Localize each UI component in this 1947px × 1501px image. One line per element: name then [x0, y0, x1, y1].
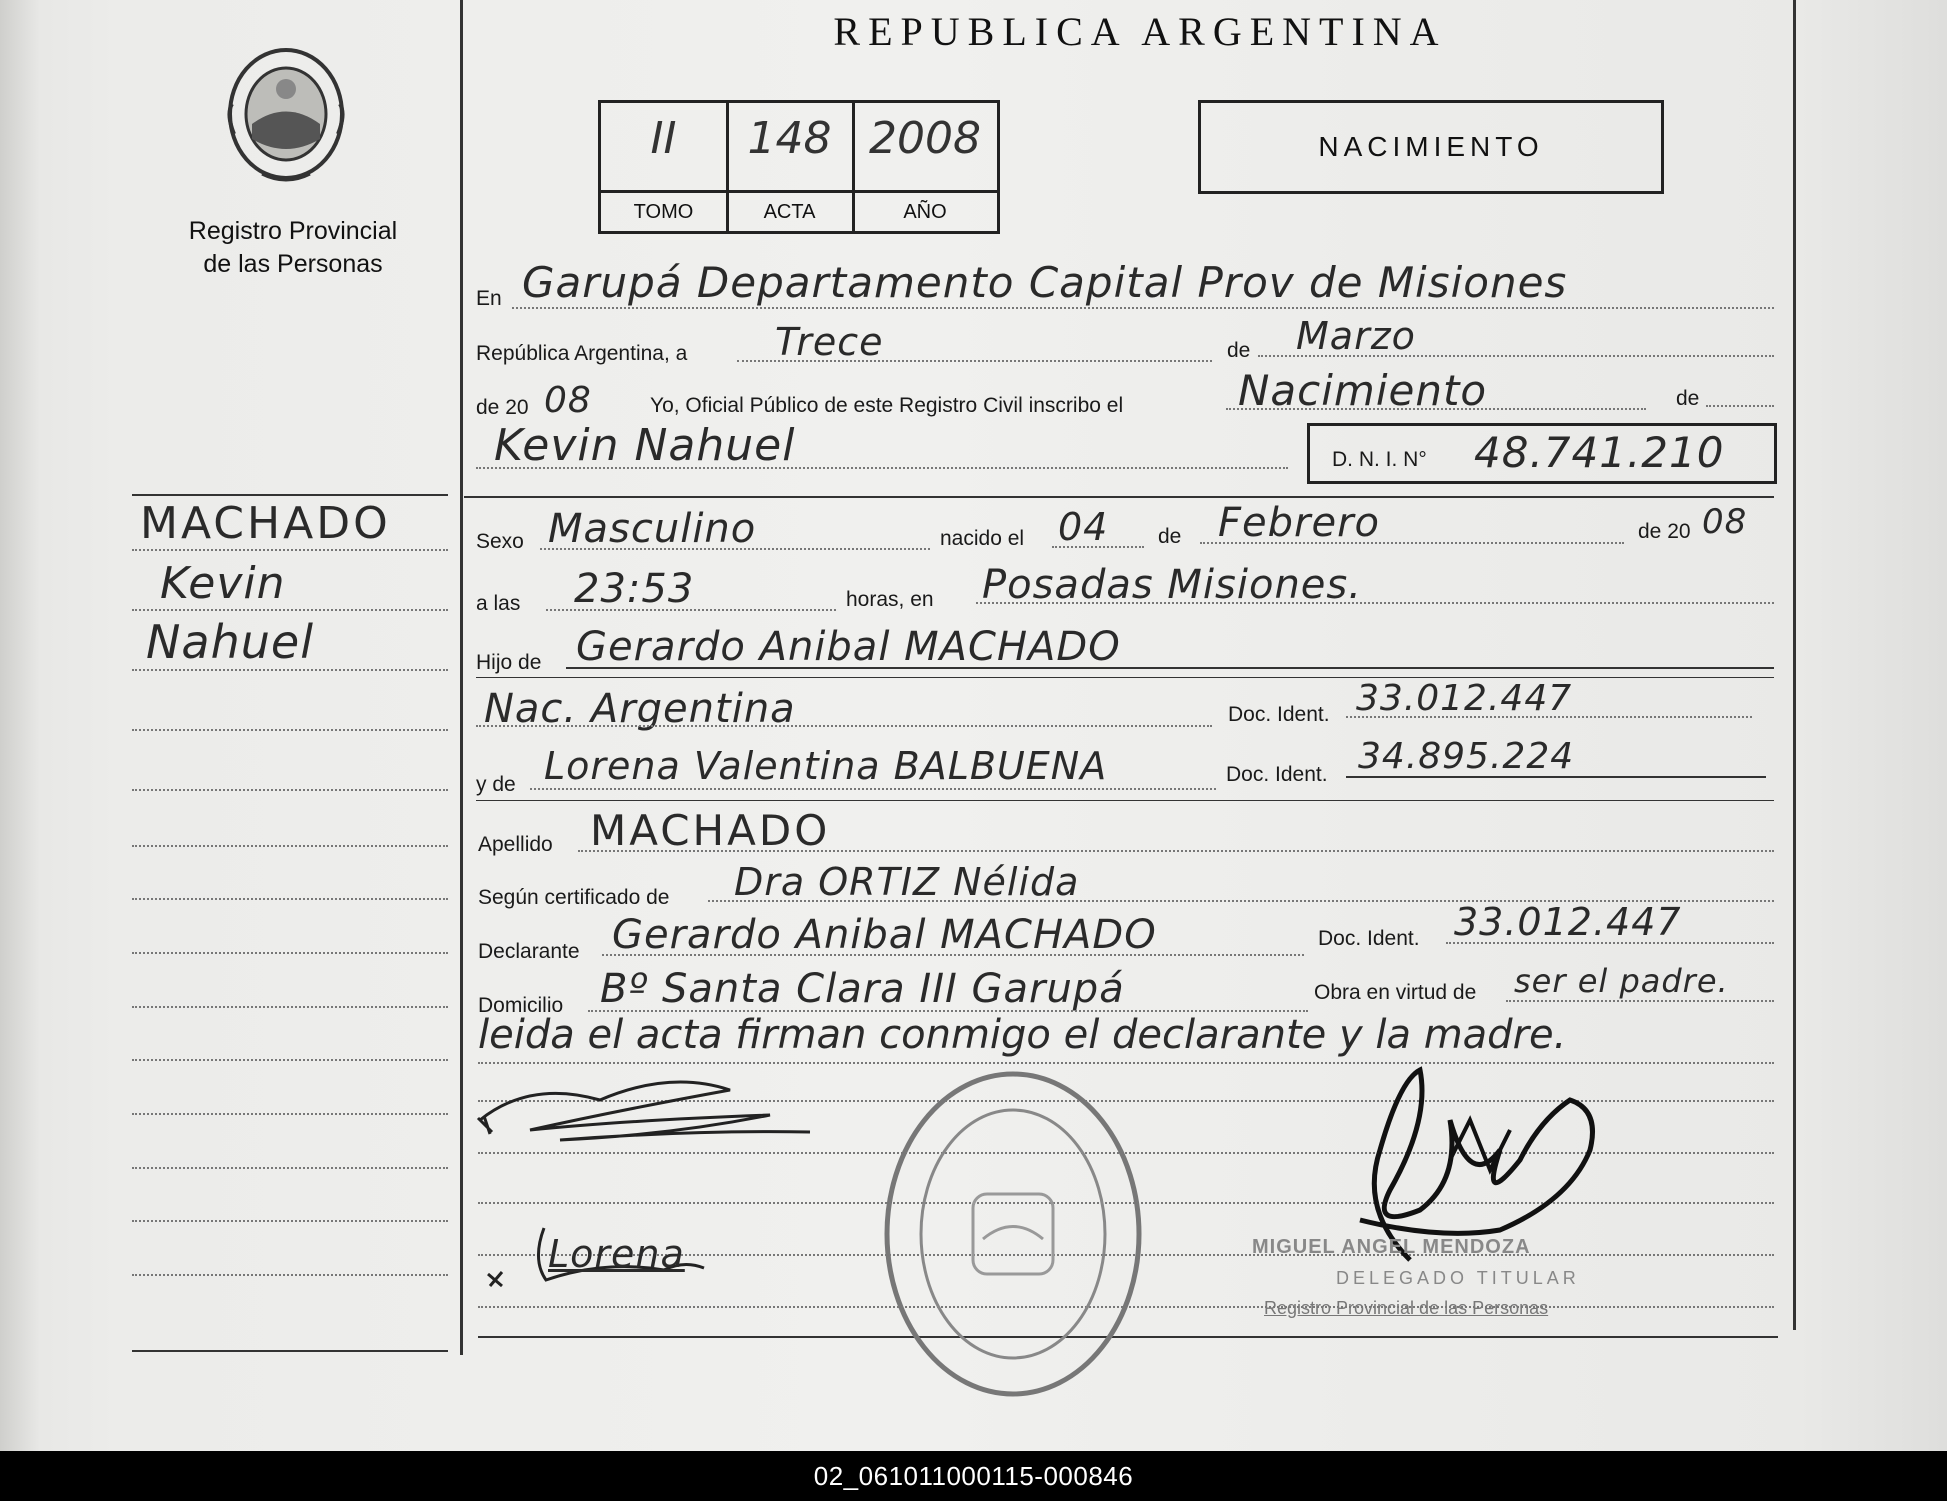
child-name: Kevin Nahuel: [494, 420, 796, 471]
father-name: Gerardo Anibal MACHADO: [576, 624, 1121, 670]
margin-line: [132, 1167, 448, 1169]
anio-label: AÑO: [853, 190, 997, 231]
mother-line: [530, 788, 1216, 790]
dni-value: 48.741.210: [1474, 428, 1725, 477]
acta-value: 148: [747, 113, 832, 164]
certificado-value: Dra ORTIZ Nélida: [734, 860, 1080, 904]
closing-text: leida el acta firman conmigo el declarante y la madre.: [478, 1012, 1567, 1058]
margin-line: [132, 952, 448, 954]
official-registry-stamp: Registro Provincial de las Personas: [1264, 1298, 1549, 1318]
margin-rule-top: [132, 494, 448, 496]
sexo-value: Masculino: [548, 506, 757, 552]
mother-signature: Lorena: [548, 1232, 685, 1276]
round-official-seal: [878, 1064, 1148, 1404]
declarante-doc-line: [1446, 942, 1774, 944]
official-title-stamp: DELEGADO TITULAR: [1336, 1268, 1580, 1288]
nacido-label: nacido el: [940, 527, 1025, 550]
margin-line: [132, 669, 448, 671]
a-las-label: a las: [476, 592, 521, 615]
mother-name: Lorena Valentina BALBUENA: [544, 744, 1108, 788]
declarante-doc: 33.012.447: [1454, 900, 1682, 944]
margin-line: [132, 898, 448, 900]
inscribed-line: [1226, 408, 1646, 410]
day-line: [737, 360, 1212, 362]
birth-time-line: [546, 609, 836, 611]
year-prefix: de 20: [476, 396, 529, 419]
margin-line: [132, 845, 448, 847]
de-label-1: de: [1227, 339, 1251, 362]
birth-time: 23:53: [574, 566, 695, 612]
mother-doc: 34.895.224: [1358, 736, 1575, 777]
father-line: [566, 667, 1774, 669]
margin-line: [132, 1274, 448, 1276]
registry-name-line1: Registro Provincial: [188, 217, 398, 245]
doc-ident-label-2: Doc. Ident.: [1226, 763, 1328, 786]
tomo-label: TOMO: [601, 190, 726, 231]
birth-month-line: [1200, 542, 1624, 544]
margin-line: [132, 1006, 448, 1008]
horas-label: horas, en: [846, 588, 934, 611]
obra-label: Obra en virtud de: [1314, 981, 1477, 1004]
republica-label: República Argentina, a: [476, 342, 688, 365]
anio-value: 2008: [869, 113, 981, 164]
declarant-signature: [470, 1060, 830, 1150]
acta-cell: [727, 103, 855, 231]
inscribed-line-end: [1706, 405, 1774, 407]
margin-line: [132, 729, 448, 731]
mother-section-rule: [476, 800, 1774, 801]
official-name-stamp: MIGUEL ANGEL MENDOZA: [1252, 1236, 1531, 1258]
dni-box: [1307, 423, 1777, 484]
de-label-2: de: [1676, 387, 1700, 410]
margin-line: [132, 609, 448, 611]
registry-name: [150, 215, 436, 281]
margin-first-name: Kevin: [160, 558, 286, 609]
sexo-label: Sexo: [476, 530, 524, 553]
margin-line: [132, 1220, 448, 1222]
birth-month: Febrero: [1218, 500, 1380, 546]
obra-line: [1506, 1000, 1774, 1002]
apellido-value: MACHADO: [590, 806, 831, 855]
oficial-text: Yo, Oficial Público de este Registro Civil inscribo el: [650, 394, 1124, 417]
dni-label: D. N. I. N°: [1332, 448, 1427, 471]
child-name-line: [476, 467, 1288, 469]
place-value: Garupá Departamento Capital Prov de Misiones: [522, 258, 1568, 307]
father-doc-line: [1346, 716, 1752, 718]
document-id: 02_061011000115-000846: [813, 1461, 1134, 1491]
hijo-label: Hijo de: [476, 651, 542, 674]
tomo-cell: [601, 103, 729, 231]
margin-rule-bottom: [132, 1350, 448, 1352]
margin-line: [132, 1113, 448, 1115]
place-line: [512, 307, 1774, 309]
declarante-line: [602, 954, 1304, 956]
anio-cell: [853, 103, 997, 231]
birth-year-suffix: 08: [1702, 502, 1748, 542]
father-doc: 33.012.447: [1356, 678, 1573, 719]
column-divider: [460, 0, 463, 1355]
registry-name-line2: de las Personas: [203, 250, 383, 278]
month-value: Marzo: [1296, 314, 1416, 358]
apellido-line: [578, 850, 1774, 852]
y-de-label: y de: [476, 773, 516, 796]
obra-value: ser el padre.: [1514, 962, 1729, 1000]
de-label-3: de: [1158, 525, 1182, 548]
mother-doc-line: [1346, 776, 1766, 778]
nationality-line: [476, 725, 1212, 727]
declarante-label: Declarante: [478, 940, 580, 963]
father-nationality: Nac. Argentina: [484, 686, 796, 732]
en-label: En: [476, 287, 502, 310]
day-value: Trece: [775, 320, 884, 364]
year-suffix: 08: [544, 380, 592, 421]
birth-place-line: [976, 602, 1774, 604]
apellido-label: Apellido: [478, 833, 553, 856]
birth-day-line: [1052, 546, 1144, 548]
birth-year-prefix: de 20: [1638, 520, 1691, 543]
domicilio-label: Domicilio: [478, 994, 564, 1017]
domicilio-value: Bº Santa Clara III Garupá: [600, 966, 1125, 1012]
declarante-value: Gerardo Anibal MACHADO: [612, 912, 1157, 958]
acta-label: ACTA: [727, 190, 852, 231]
section-rule: [464, 496, 1774, 498]
sexo-line: [540, 548, 930, 550]
provincial-coat-of-arms: [222, 44, 350, 188]
margin-surname: MACHADO: [140, 498, 391, 549]
birth-place: Posadas Misiones.: [982, 562, 1362, 608]
acta-number-table: [598, 100, 1000, 234]
margin-line: [132, 789, 448, 791]
certificado-label: Según certificado de: [478, 886, 670, 909]
doc-ident-label-3: Doc. Ident.: [1318, 927, 1420, 950]
birth-day: 04: [1058, 505, 1109, 549]
inscribed-type: Nacimiento: [1238, 366, 1488, 415]
margin-line: [132, 549, 448, 551]
record-type-box: NACIMIENTO: [1198, 100, 1664, 194]
margin-second-name: Nahuel: [146, 615, 314, 669]
country-title: REPUBLICA ARGENTINA: [833, 9, 1447, 54]
right-border: [1793, 0, 1796, 1330]
margin-line: [132, 1059, 448, 1061]
father-line-2: [476, 677, 1774, 678]
month-line: [1258, 355, 1774, 357]
document-id-footer: [0, 1451, 1947, 1501]
tomo-value: II: [650, 113, 677, 164]
doc-ident-label-1: Doc. Ident.: [1228, 703, 1330, 726]
